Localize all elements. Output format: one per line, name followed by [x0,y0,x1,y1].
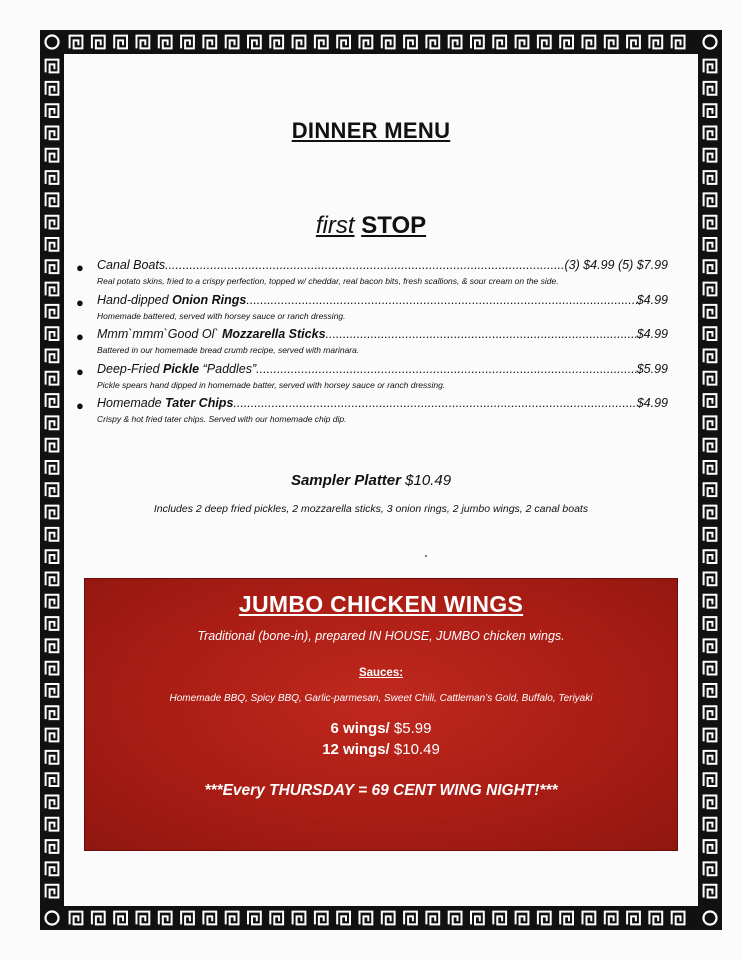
leader-dots [165,258,564,272]
sampler-price: $10.49 [405,472,452,489]
section-heading-stop: STOP [361,212,427,239]
wings-subtitle: Traditional (bone-in), prepared IN HOUSE, JUMBO chicken wings. [197,629,565,643]
wings-banner [84,578,678,851]
item-price: $4.99 [636,396,668,410]
item-name: Deep-Fried Pickle “Paddles” [97,361,257,376]
section-heading [0,212,742,240]
item-name: Mmm`mmm`Good Ol` Mozzarella Sticks [97,327,326,341]
section-heading-first: first [315,212,355,239]
leader-dots [233,396,636,410]
leader-dots [256,362,637,376]
sampler-name: Sampler Platter [290,472,401,489]
sampler-includes: Includes 2 deep fried pickles, 2 mozzarella sticks, 3 onion rings, 2 jumbo wings, 2 canal boats [153,503,589,515]
item-price: $4.99 [636,327,668,341]
sauces-list: Homemade BBQ, Spicy BBQ, Garlic-parmesan, Sweet Chili, Cattleman’s Gold, Buffalo, Teriyaki [169,693,593,704]
page-title: DINNER MENU [291,118,451,143]
bullet-icon: ● [76,329,84,344]
item-name: Hand-dipped Onion Rings [97,292,247,307]
menu-item [76,258,668,293]
item-price: (3) $4.99 (5) $7.99 [564,258,668,272]
item-description: Homemade battered, served with horsey sauce or ranch dressing. [97,310,346,321]
leader-dots [326,327,637,341]
bullet-icon: ● [76,363,84,379]
menu-item [76,362,668,397]
item-description: Real potato skins, fried to a crispy perfection, topped w/ cheddar, real bacon bits, fresh scallions, & sour cream on the side. [97,276,559,286]
item-name: Homemade Tater Chips [97,396,234,410]
bullet-icon: ● [76,294,84,310]
stray-dot [425,555,427,557]
thursday-special: ***Every THURSDAY = 69 CENT WING NIGHT!*** [204,782,558,799]
menu-item [76,327,668,362]
appetizer-list [76,258,668,431]
wings-price-12: 12 wings/ $10.49 [322,741,440,758]
bullet-icon: ● [76,260,84,275]
menu-item [76,396,668,431]
sampler-platter [0,472,742,489]
item-price: $4.99 [636,292,668,307]
item-description: Crispy & hot fried tater chips. Served with our homemade chip dip. [97,414,347,424]
item-name: Canal Boats [97,258,166,272]
wings-title: JUMBO CHICKEN WINGS [238,591,524,617]
item-price: $5.99 [636,361,668,376]
menu-item [76,293,668,328]
item-description: Pickle spears hand dipped in homemade batter, served with horsey sauce or ranch dressing. [97,379,446,390]
sauces-heading: Sauces: [358,667,404,679]
wings-price-6: 6 wings/ $5.99 [330,720,432,737]
item-description: Battered in our homemade bread crumb recipe, served with marinara. [97,345,360,355]
bullet-icon: ● [76,398,84,413]
leader-dots [246,293,636,307]
